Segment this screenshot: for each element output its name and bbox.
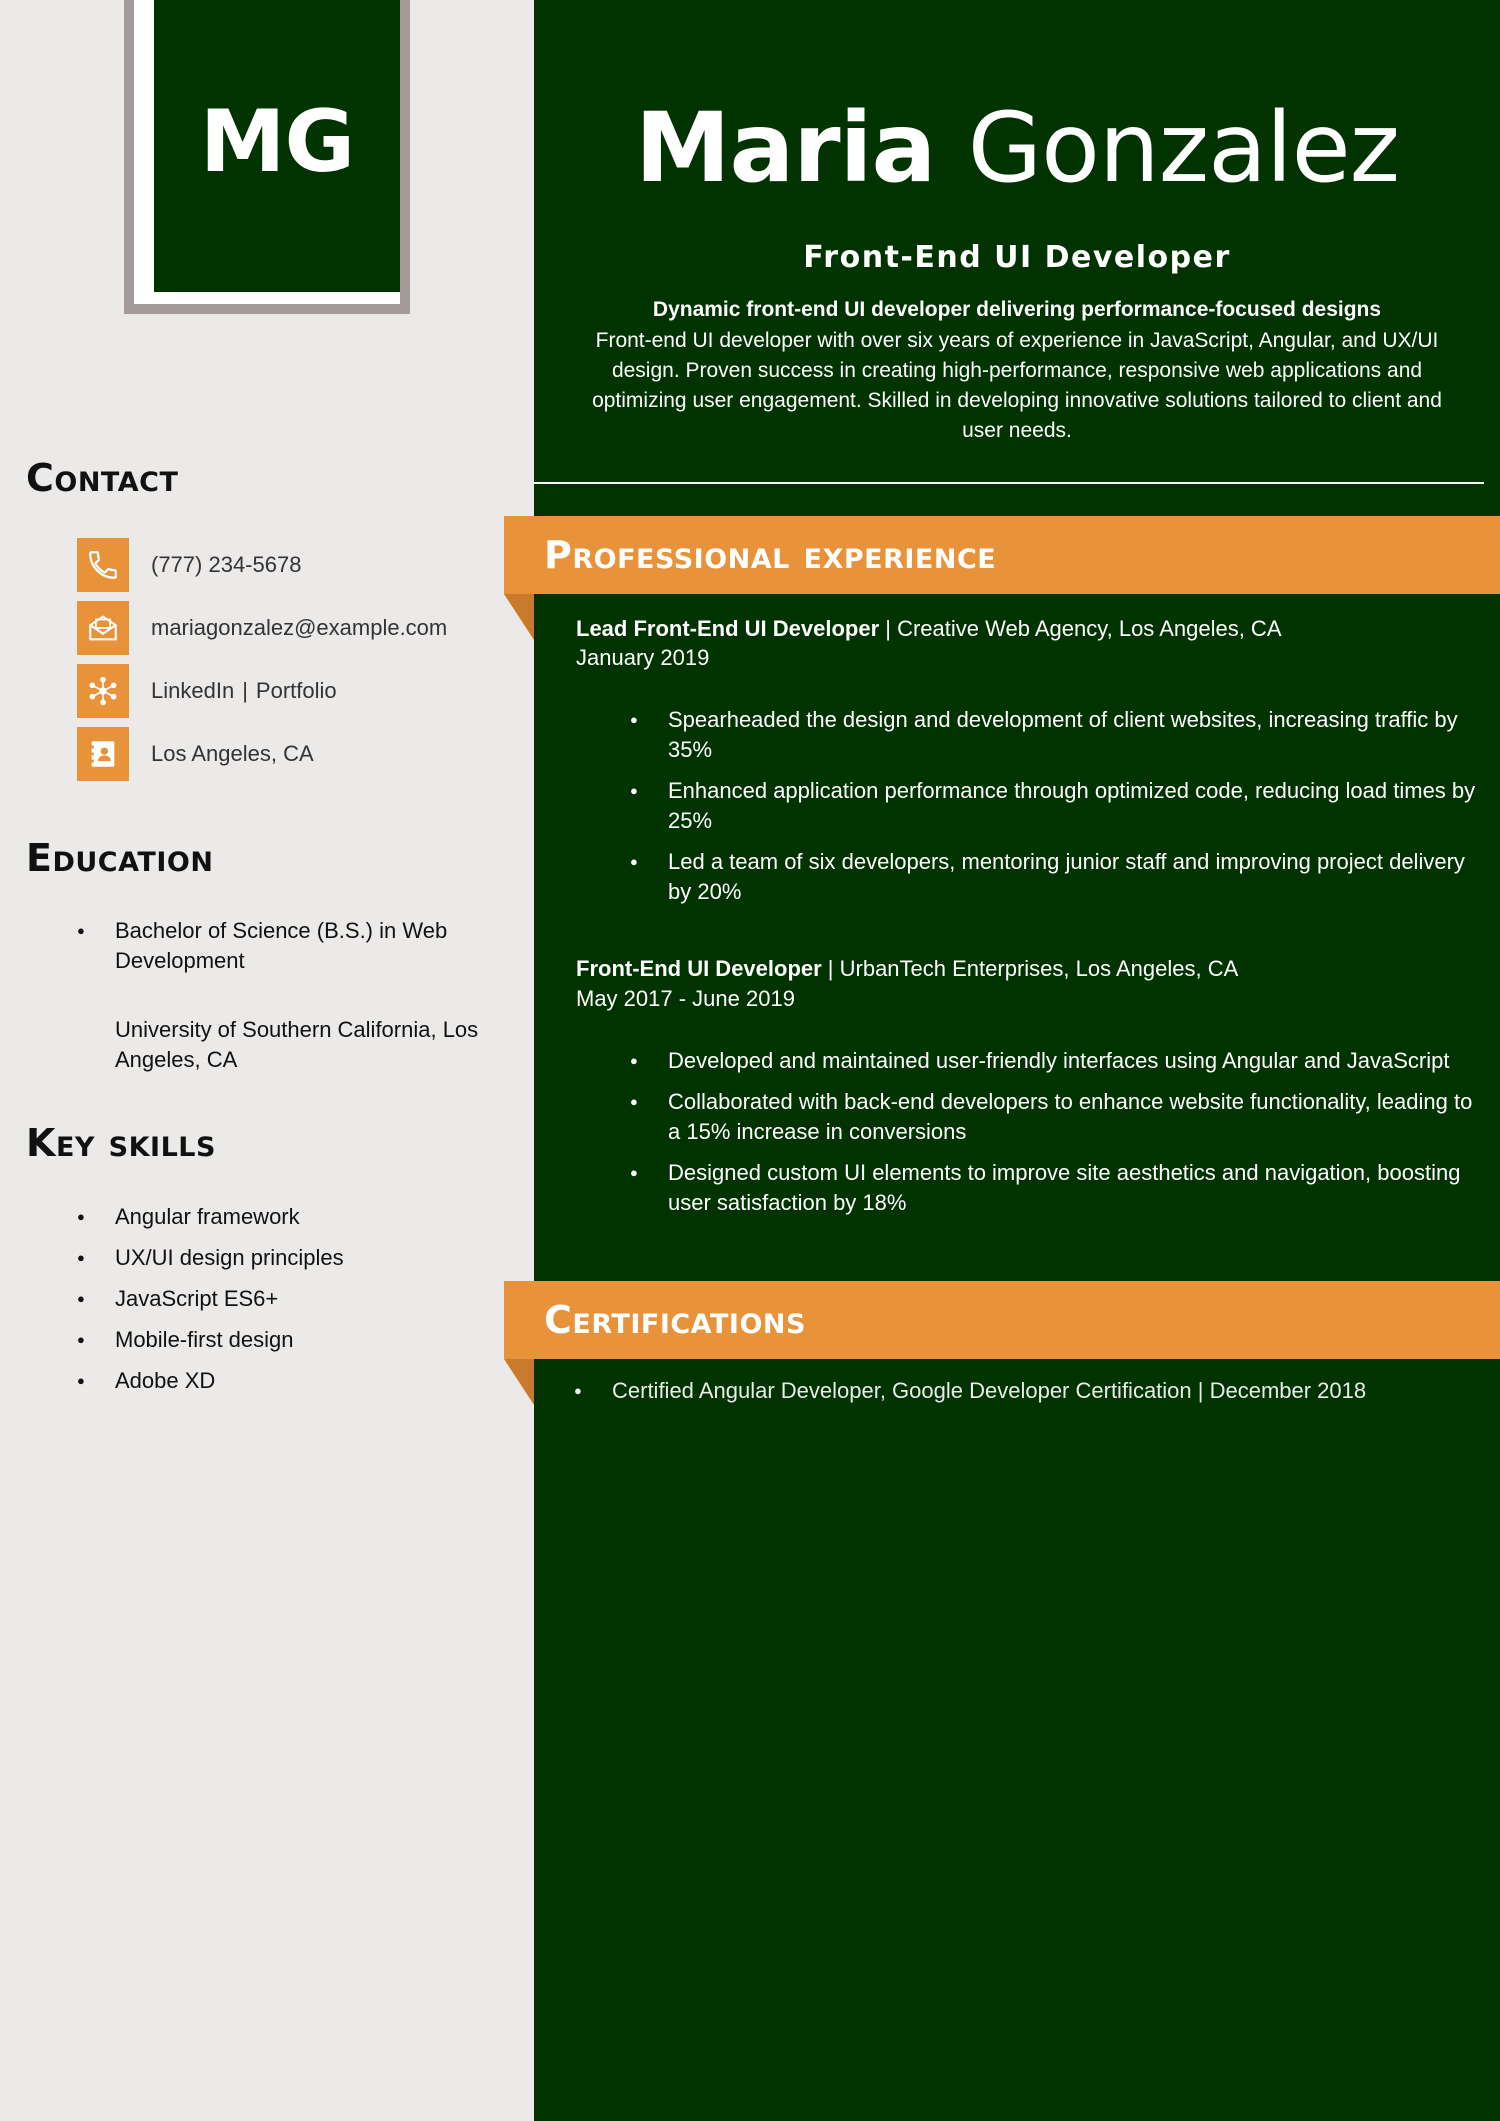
job-company-1: | Creative Web Agency, Los Angeles, CA [879, 616, 1282, 641]
education-school: University of Southern California, Los Angeles, CA [115, 1017, 479, 1072]
skill-item: ● UX/UI design principles [77, 1237, 497, 1278]
certification-item: ● Certified Angular Developer, Google Developer Certification | December 2018 [574, 1376, 1366, 1406]
job-bullet: ● Collaborated with back-end developers to enhance website functionality, leading to a 15% increase in conversions [630, 1087, 1480, 1147]
job-company-2: | UrbanTech Enterprises, Los Angeles, CA [821, 956, 1239, 981]
job-role-1: Lead Front-End UI Developer [576, 616, 880, 641]
monogram-box [154, 0, 400, 292]
sidebar [0, 0, 534, 2121]
education-heading: Education [26, 836, 214, 880]
contact-heading: Contact [26, 456, 179, 500]
certifications-band-fold [504, 1359, 534, 1405]
skill-item: ● Adobe XD [77, 1360, 497, 1401]
skill-item: ● Mobile-first design [77, 1319, 497, 1360]
monogram-frame [124, 0, 410, 314]
certifications-band [504, 1281, 1500, 1359]
monogram: MG [199, 92, 355, 192]
phone-number: (777) 234-5678 [151, 552, 302, 577]
last-name: Gonzalez [967, 92, 1400, 204]
skills-heading: Key skills [26, 1121, 216, 1165]
phone-icon [77, 538, 129, 592]
job-title: Front-End UI Developer [803, 240, 1231, 275]
email-link[interactable]: mariagonzalez@example.com [151, 615, 448, 640]
main-panel [534, 0, 1500, 2121]
job-bullet: ● Enhanced application performance through optimized code, reducing load times by 25% [630, 776, 1480, 836]
summary-heading: Dynamic front-end UI developer delivering performance-focused designs [652, 298, 1382, 321]
skill-item: ● JavaScript ES6+ [77, 1278, 497, 1319]
job-bullet: ● Led a team of six developers, mentoring junior staff and improving project delivery by 20% [630, 847, 1480, 907]
job-role-2: Front-End UI Developer [576, 956, 822, 981]
skills-list [77, 1196, 497, 1401]
experience-band-fold [504, 594, 534, 640]
job-bullets-2 [630, 1046, 1480, 1229]
first-name: Maria [634, 92, 936, 204]
portfolio-link[interactable]: Portfolio [255, 678, 337, 703]
job-bullet: ● Developed and maintained user-friendly interfaces using Angular and JavaScript [630, 1046, 1480, 1076]
header-divider [534, 482, 1484, 484]
job-bullets-1 [630, 705, 1480, 918]
job-header-2 [576, 954, 1238, 984]
contact-phone [77, 538, 301, 592]
job-bullet: ● Spearheaded the design and development of client websites, increasing traffic by 35% [630, 705, 1480, 765]
contact-links [77, 664, 337, 718]
certifications-heading: Certifications [544, 1298, 806, 1342]
linkedin-link[interactable]: LinkedIn [151, 678, 235, 703]
certifications-list [574, 1376, 1366, 1406]
address-book-icon [77, 727, 129, 781]
network-icon [77, 664, 129, 718]
experience-heading: Professional experience [544, 533, 997, 577]
link-separator: | [242, 678, 248, 703]
contact-email [77, 601, 447, 655]
job-header-1 [576, 614, 1282, 644]
job-bullet: ● Designed custom UI elements to improve site aesthetics and navigation, boosting user satisfaction by 18% [630, 1158, 1480, 1218]
skill-item: ● Angular framework [77, 1196, 497, 1237]
education-list [77, 916, 497, 976]
full-name [534, 92, 1500, 204]
education-degree: ● Bachelor of Science (B.S.) in Web Development [77, 916, 497, 976]
envelope-icon [77, 601, 129, 655]
experience-band [504, 516, 1500, 594]
job-dates-2: May 2017 - June 2019 [576, 986, 795, 1011]
job-dates-1: January 2019 [576, 645, 710, 670]
contact-location [77, 727, 314, 781]
location-text: Los Angeles, CA [151, 741, 314, 766]
summary-body: Front-end UI developer with over six years of experience in JavaScript, Angular, and UX/UI design. Proven success in creating high-performance, responsive web applications and optimizing user engagement. Skilled in developing innovative solutions tailored to client and user needs. [592, 329, 1442, 442]
